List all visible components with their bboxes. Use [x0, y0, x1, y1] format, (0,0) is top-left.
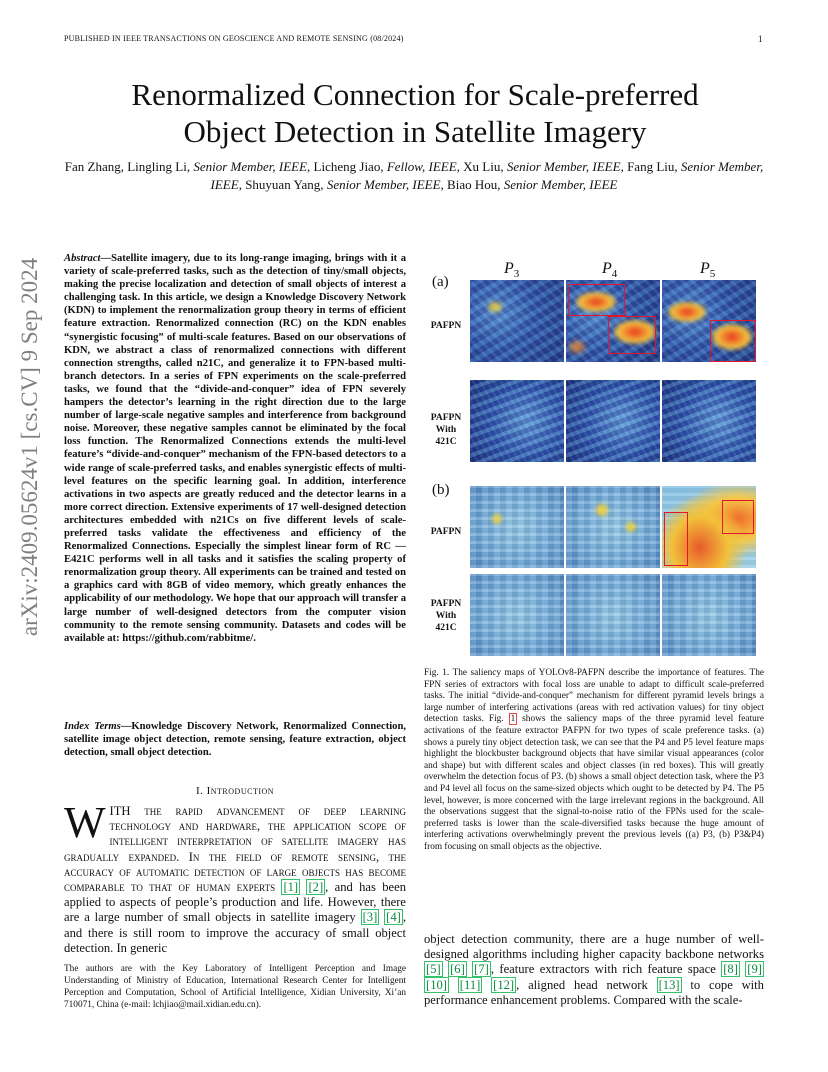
author-group-2: , Licheng Jiao,: [307, 159, 384, 174]
author-role-5: Senior Member, IEEE: [326, 177, 441, 192]
figure-1: [424, 256, 764, 661]
row-label-pafpn-421c-a: PAFPN With 421C: [430, 413, 462, 447]
section-title: Introduction: [206, 785, 275, 797]
saliency-map-b-pafpn-p5: [662, 486, 756, 568]
citation-link[interactable]: [11]: [459, 977, 481, 992]
author-group-3: , Xu Liu,: [456, 159, 504, 174]
subfigure-label-b: (b): [432, 482, 450, 498]
saliency-map-a-421c-p3: [470, 380, 564, 462]
citation-link[interactable]: [9]: [747, 962, 762, 977]
author-role-2: Fellow, IEEE: [386, 159, 457, 174]
saliency-map-b-421c-p5: [662, 574, 756, 656]
author-list: [64, 158, 764, 194]
citation-link[interactable]: [1]: [283, 880, 299, 895]
saliency-map-b-421c-p4: [566, 574, 660, 656]
column-label-p3: $P_3$: [504, 260, 520, 281]
column-label-p5: $P_5$: [700, 260, 716, 281]
title-line-2: Object Detection in Satellite Imagery: [183, 114, 647, 149]
saliency-map-a-pafpn-p4: [566, 280, 660, 362]
saliency-map-a-421c-p5: [662, 380, 756, 462]
citation-link[interactable]: [7]: [474, 962, 489, 977]
saliency-map-b-421c-p3: [470, 574, 564, 656]
highlight-box: [608, 316, 656, 354]
subfigure-label-a: (a): [432, 274, 449, 290]
saliency-map-b-pafpn-p4: [566, 486, 660, 568]
title-line-1: Renormalized Connection for Scale-preferred: [131, 77, 699, 112]
citation-link[interactable]: [4]: [386, 910, 401, 925]
page-number: 1: [758, 34, 763, 44]
abstract-text: —Satellite imagery, due to its long-range imaging, brings with it a variety of scale-preferred tasks, such as the detection of tiny/small objects, making the precise localization and detection of small objects of interest a challenging task. In this article, we design a Knowledge Discovery Network (KDN) to implement the renormalization group theory in terms of efficient feature extraction. Renormalized connection (RC) on the KDN enables “synergistic focusing” of multi-scale features. Based on our observations of KDN, we abstract a class of renormalized connections with different connection strengths, called n21C, and generalize it to FPN-based multi-branch detectors. In a series of FPN experiments on the scale-preferred tasks, we found that the “divide-and-conquer” idea of FPN severely hampers the detector’s learning in the right direction due to the large number of large-scale negative samples and interference from background noise. Moreover, these negative samples cannot be eliminated by the focal loss function. The Renormalized Connections extends the multi-level feature’s “divide-and-conquer” mechanism of the FPN-based detectors to a wide range of scale-preferred tasks, and enables synergistic effects of multi-level features on the specific learning goal. In addition, interference activations in two aspects are greatly reduced and the detector learns in a more correct direction. Extensive experiments of 17 well-designed detection architectures embedded with n21Cs on five different levels of scale-preferred tasks validate the effectiveness and efficiency of the Renormalized Connections. Especially the simplest linear form of RC — E421C performs well in all tasks and it satisfies the scaling property of renormalization group theory. All experiments can be trained and tested on a graphics card with 8GB of video memory, which greatly enhances the applicability of our methodology. We hope that our approach will transfer a large number of well-designed detectors from the computer vision community to the remote sensing community. Datasets and codes will be available at: https://github.com/rabbitme/.: [64, 253, 406, 644]
index-terms-label: Index Terms: [64, 721, 121, 732]
row-label-pafpn-421c-b: PAFPN With 421C: [430, 599, 462, 633]
author-group-4: , Fang Liu,: [620, 159, 678, 174]
arxiv-stamp[interactable]: arXiv:2409.05624v1 [cs.CV] 9 Sep 2024: [17, 257, 42, 637]
saliency-map-a-pafpn-p3: [470, 280, 564, 362]
intro-tail: , and there is still room to improve the accuracy of small object detection. In generic: [64, 910, 406, 955]
citation-link[interactable]: [3]: [362, 910, 378, 925]
citation-link[interactable]: [6]: [450, 962, 465, 977]
section-number: I.: [195, 785, 204, 797]
right-mid-1: , feature extractors with rich feature space: [490, 962, 716, 977]
abstract: [64, 252, 406, 645]
right-column-paragraph: [424, 932, 764, 1008]
highlight-box: [710, 320, 756, 362]
caption-part-1: Fig. 1. The saliency maps of YOLOv8-PAFPN describe the importance of features. The FPN series of extractors with focal loss are unable to adapt to difficult scale-preferred tasks. The initial “divide-and-conquer” mechanism for different pyramid levels brings a large number of interfering activations (areas with red activation values) for tiny object detection tasks. Fig.: [424, 668, 764, 725]
figure-ref-link[interactable]: 1: [510, 714, 516, 725]
highlight-box: [568, 284, 625, 316]
journal-header: PUBLISHED IN IEEE TRANSACTIONS ON GEOSCIENCE AND REMOTE SENSING (08/2024): [64, 34, 404, 43]
author-group-6: , Biao Hou,: [440, 177, 501, 192]
drop-cap: W: [64, 798, 106, 847]
paper-title: [90, 76, 740, 150]
citation-link[interactable]: [13]: [658, 977, 680, 992]
author-group-5: , Shuyuan Yang,: [238, 177, 324, 192]
row-label-pafpn-b: PAFPN: [430, 527, 462, 537]
section-heading: [64, 785, 406, 797]
citation-link[interactable]: [8]: [723, 962, 738, 977]
author-role-6: Senior Member, IEEE: [503, 177, 618, 192]
author-role-3: Senior Member, IEEE: [506, 159, 621, 174]
row-label-pafpn-a: PAFPN: [430, 321, 462, 331]
highlight-box: [664, 512, 688, 566]
citation-link[interactable]: [2]: [308, 880, 324, 895]
highlight-box: [722, 500, 754, 534]
saliency-map-a-pafpn-p5: [662, 280, 756, 362]
citation-link[interactable]: [10]: [426, 977, 447, 992]
figure-caption: [424, 668, 764, 854]
right-lead: object detection community, there are a huge number of well-designed algorithms including higher capacity backbone networks: [424, 932, 764, 962]
column-label-p4: $P_4$: [602, 260, 618, 281]
author-group-1: Fan Zhang, Lingling Li,: [64, 159, 191, 174]
right-mid-2: , aligned head network: [516, 977, 648, 992]
caption-part-2: shows the saliency maps of the three pyramid level feature activations of the feature extractor PAFPN for two types of scale preference tasks. (a) shows a purely tiny object detection task, we can see that the P4 and P5 level feature maps highlight the blockbuster background objects that have similar visual appearances (color and shape) but with different scales and object classes (in red boxes). This will greatly overwhelm the detection focus of P3. (b) shows a small object detection task, where the P3 and P4 level all focus on the same-sized objects which ought to be detected by P4. The P5 level, however, is more concerned with the large irrelevant regions in the background. All the observations suggest that the signal-to-noise ratio of the FPNs used for the scale-preferred tasks is lower than the scale-diversified tasks because the huge amount of interfering activations overwhelmingly prevent the previous levels ((a) P3, (b) P3&P4) from focusing on small objects as the objective.: [424, 714, 764, 852]
index-terms: [64, 720, 406, 759]
affiliation-footnote: The authors are with the Key Laboratory of Intelligent Perception and Image Understanding of Ministry of Education, International Research Center for Intelligent Perception and Computation, School of Artificial Intelligence, Xidian University, Xi’an 710071, China (e-mail: lchjiao@mail.xidian.edu.cn).: [64, 964, 406, 1010]
intro-mid: , and has been applied to aspects of people’s production and life. However, there are a large number of small objects in satellite imagery: [64, 880, 406, 925]
index-terms-text: —Knowledge Discovery Network, Renormalized Connection, satellite image object detection, remote sensing, feature extraction, object detection, small object detection.: [64, 721, 407, 759]
abstract-label: Abstract: [64, 253, 101, 264]
saliency-map-a-421c-p4: [566, 380, 660, 462]
author-role-1: Senior Member, IEEE: [193, 159, 308, 174]
right-tail: to cope with performance enhancement problems. Compared with the scale-: [424, 977, 764, 1007]
author-role-4: Senior Member, IEEE: [210, 159, 764, 192]
intro-paragraph: [64, 798, 406, 956]
intro-lead: ITH the rapid advancement of deep learning technology and hardware, the application scope of intelligent interpretation of satellite imagery has gradually expanded. In the field of remote sensing, the accuracy of automatic detection of large objects has become comparable to that of human experts: [64, 804, 406, 895]
citation-link[interactable]: [12]: [493, 977, 515, 992]
saliency-map-b-pafpn-p3: [470, 486, 564, 568]
citation-link[interactable]: [5]: [426, 962, 441, 977]
